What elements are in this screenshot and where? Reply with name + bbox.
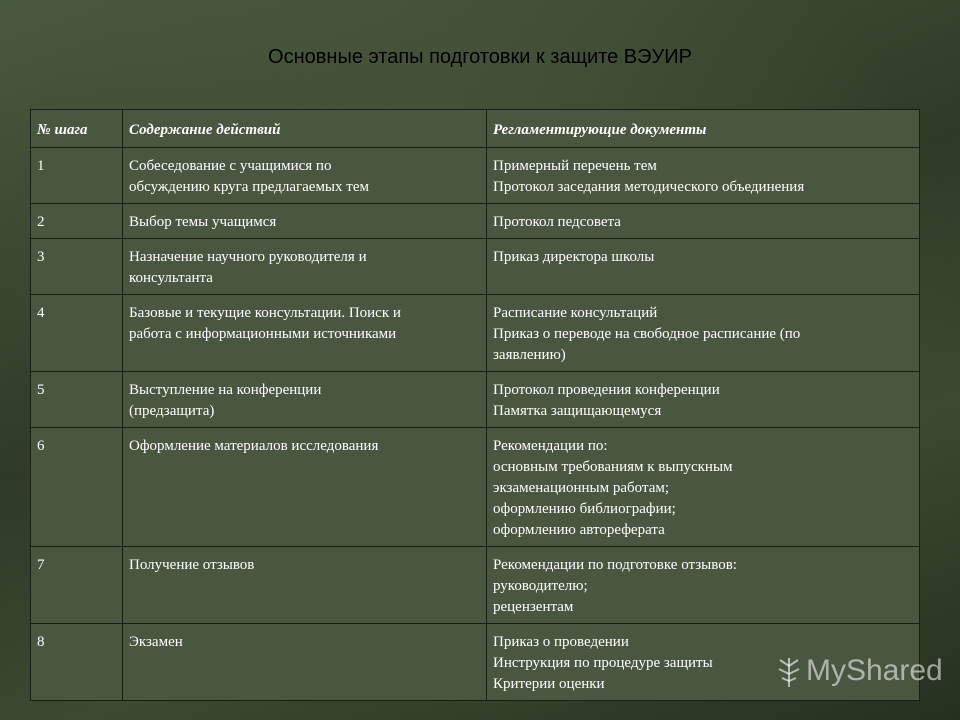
action-cell: [123, 428, 487, 547]
watermark: [776, 654, 943, 688]
document-line: Рекомендации по подготовке отзывов:: [493, 557, 737, 573]
table-row: [31, 148, 920, 204]
action-line: (предзащита): [129, 403, 215, 419]
documents-cell: [487, 204, 920, 239]
action-line: Выступление на конференции: [129, 382, 322, 398]
step-number-cell: 1: [31, 148, 123, 204]
table-row: [31, 372, 920, 428]
action-line: Назначение научного руководителя и: [129, 249, 367, 265]
table-row: [31, 239, 920, 295]
steps-table: [30, 109, 920, 701]
step-number-cell: 6: [31, 428, 123, 547]
document-line: Инструкция по процедуре защиты: [493, 655, 713, 671]
action-line: Собеседование с учащимися по: [129, 158, 332, 174]
action-line: обсуждению круга предлагаемых тем: [129, 179, 369, 195]
action-line: работа с информационными источниками: [129, 326, 397, 342]
step-number-cell: 8: [31, 624, 123, 701]
action-line: Получение отзывов: [129, 557, 255, 573]
table-row: [31, 428, 920, 547]
document-line: Протокол заседания методического объединения: [493, 179, 805, 195]
step-number-cell: 3: [31, 239, 123, 295]
table-header-row: [31, 110, 920, 148]
header-step-number: № шага: [31, 110, 123, 148]
documents-cell: [487, 148, 920, 204]
tree-logo-icon: [776, 654, 802, 688]
header-actions: Содержание действий: [123, 110, 487, 148]
step-number-cell: 5: [31, 372, 123, 428]
step-number-cell: 2: [31, 204, 123, 239]
document-line: Расписание консультаций: [493, 305, 658, 321]
action-cell: [123, 239, 487, 295]
document-line: Примерный перечень тем: [493, 158, 657, 174]
table-row: [31, 204, 920, 239]
action-line: Оформление материалов исследования: [129, 438, 379, 454]
table-row: [31, 295, 920, 372]
document-line: Приказ директора школы: [493, 249, 655, 265]
action-line: Базовые и текущие консультации. Поиск и: [129, 305, 401, 321]
document-line: основным требованиям к выпускным: [493, 459, 733, 475]
documents-cell: [487, 428, 920, 547]
step-number-cell: 7: [31, 547, 123, 624]
action-line: консультанта: [129, 270, 213, 286]
document-line: рецензентам: [493, 599, 574, 615]
action-cell: [123, 372, 487, 428]
action-cell: [123, 547, 487, 624]
documents-cell: [487, 239, 920, 295]
action-cell: [123, 204, 487, 239]
document-line: Приказ о проведении: [493, 634, 629, 650]
document-line: оформлению автореферата: [493, 522, 665, 538]
documents-cell: [487, 295, 920, 372]
documents-cell: [487, 372, 920, 428]
action-line: Выбор темы учащимся: [129, 214, 277, 230]
document-line: Рекомендации по:: [493, 438, 608, 454]
document-line: руководителю;: [493, 578, 588, 594]
document-line: Критерии оценки: [493, 676, 605, 692]
document-line: оформлению библиографии;: [493, 501, 676, 517]
step-number-cell: 4: [31, 295, 123, 372]
table-row: [31, 547, 920, 624]
document-line: экзаменационным работам;: [493, 480, 670, 496]
documents-cell: [487, 547, 920, 624]
document-line: Памятка защищающемуся: [493, 403, 662, 419]
document-line: Протокол педсовета: [493, 214, 621, 230]
slide-title: Основные этапы подготовки к защите ВЭУИР: [268, 46, 692, 68]
action-cell: [123, 148, 487, 204]
header-documents: Регламентирующие документы: [487, 110, 920, 148]
action-line: Экзамен: [129, 634, 183, 650]
document-line: Приказ о переводе на свободное расписание (по: [493, 326, 801, 342]
action-cell: [123, 624, 487, 701]
watermark-text: MyShared: [806, 654, 943, 687]
document-line: Протокол проведения конференции: [493, 382, 720, 398]
document-line: заявлению): [493, 347, 566, 363]
action-cell: [123, 295, 487, 372]
